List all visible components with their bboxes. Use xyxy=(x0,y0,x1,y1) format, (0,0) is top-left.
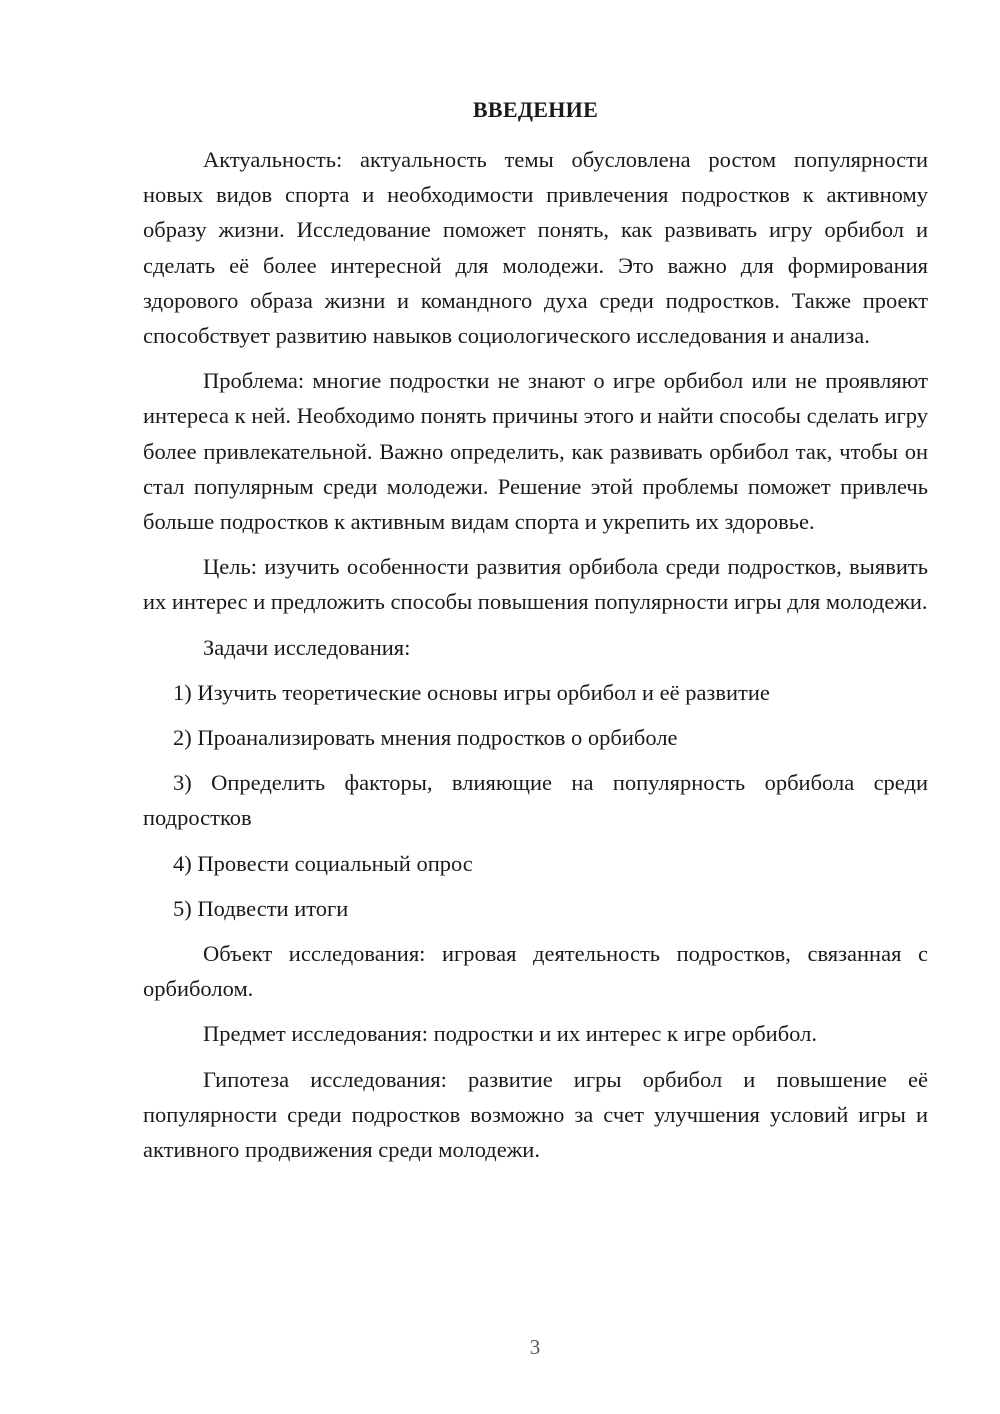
task-item-3: 3) Определить факторы, влияющие на популярность орбибола среди подростков xyxy=(143,770,928,831)
paragraph-hypothesis: Гипотеза исследования: развитие игры орбибол и повышение её популярности среди подростков возможно за счет улучшения условий игры и активного продвижения среди молодежи. xyxy=(143,1066,928,1163)
page-number: 3 xyxy=(529,1335,541,1359)
task-item-2: 2) Проанализировать мнения подростков о орбиболе xyxy=(173,725,678,751)
paragraph-problem: Проблема: многие подростки не знают о игре орбибол или не проявляют интереса к ней. Необходимо понять причины этого и найти способы сделать игру более привлекательной. Важно определить, как развивать орбибол так, чтобы он стал популярным среди молодежи. Решение этой проблемы поможет привлечь больше подростков к активным видам спорта и укрепить их здоровье. xyxy=(143,368,928,535)
task-item-5: 5) Подвести итоги xyxy=(173,895,349,921)
paragraph-relevance: Актуальность: актуальность темы обусловлена ростом популярности новых видов спорта и необходимости привлечения подростков к активному образу жизни. Исследование поможет понять, как развивать игру орбибол и сделать её более интересной для молодежи. Это важно для формирования здорового образа жизни и командного духа среди подростков. Также проект способствует развитию навыков социологического исследования и анализа. xyxy=(143,147,928,349)
task-item-4: 4) Провести социальный опрос xyxy=(173,850,473,876)
paragraph-tasks-heading: Задачи исследования: xyxy=(203,634,411,660)
paragraph-subject: Предмет исследования: подростки и их интерес к игре орбибол. xyxy=(203,1021,817,1047)
document-page xyxy=(143,92,928,1177)
task-item-1: 1) Изучить теоретические основы игры орбибол и её развитие xyxy=(173,679,770,705)
page-title: ВВЕДЕНИЕ xyxy=(472,97,599,122)
paragraph-object: Объект исследования: игровая деятельность подростков, связанная с орбиболом. xyxy=(143,941,928,1002)
paragraph-goal: Цель: изучить особенности развития орбибола среди подростков, выявить их интерес и предложить способы повышения популярности игры для молодежи. xyxy=(143,554,928,615)
